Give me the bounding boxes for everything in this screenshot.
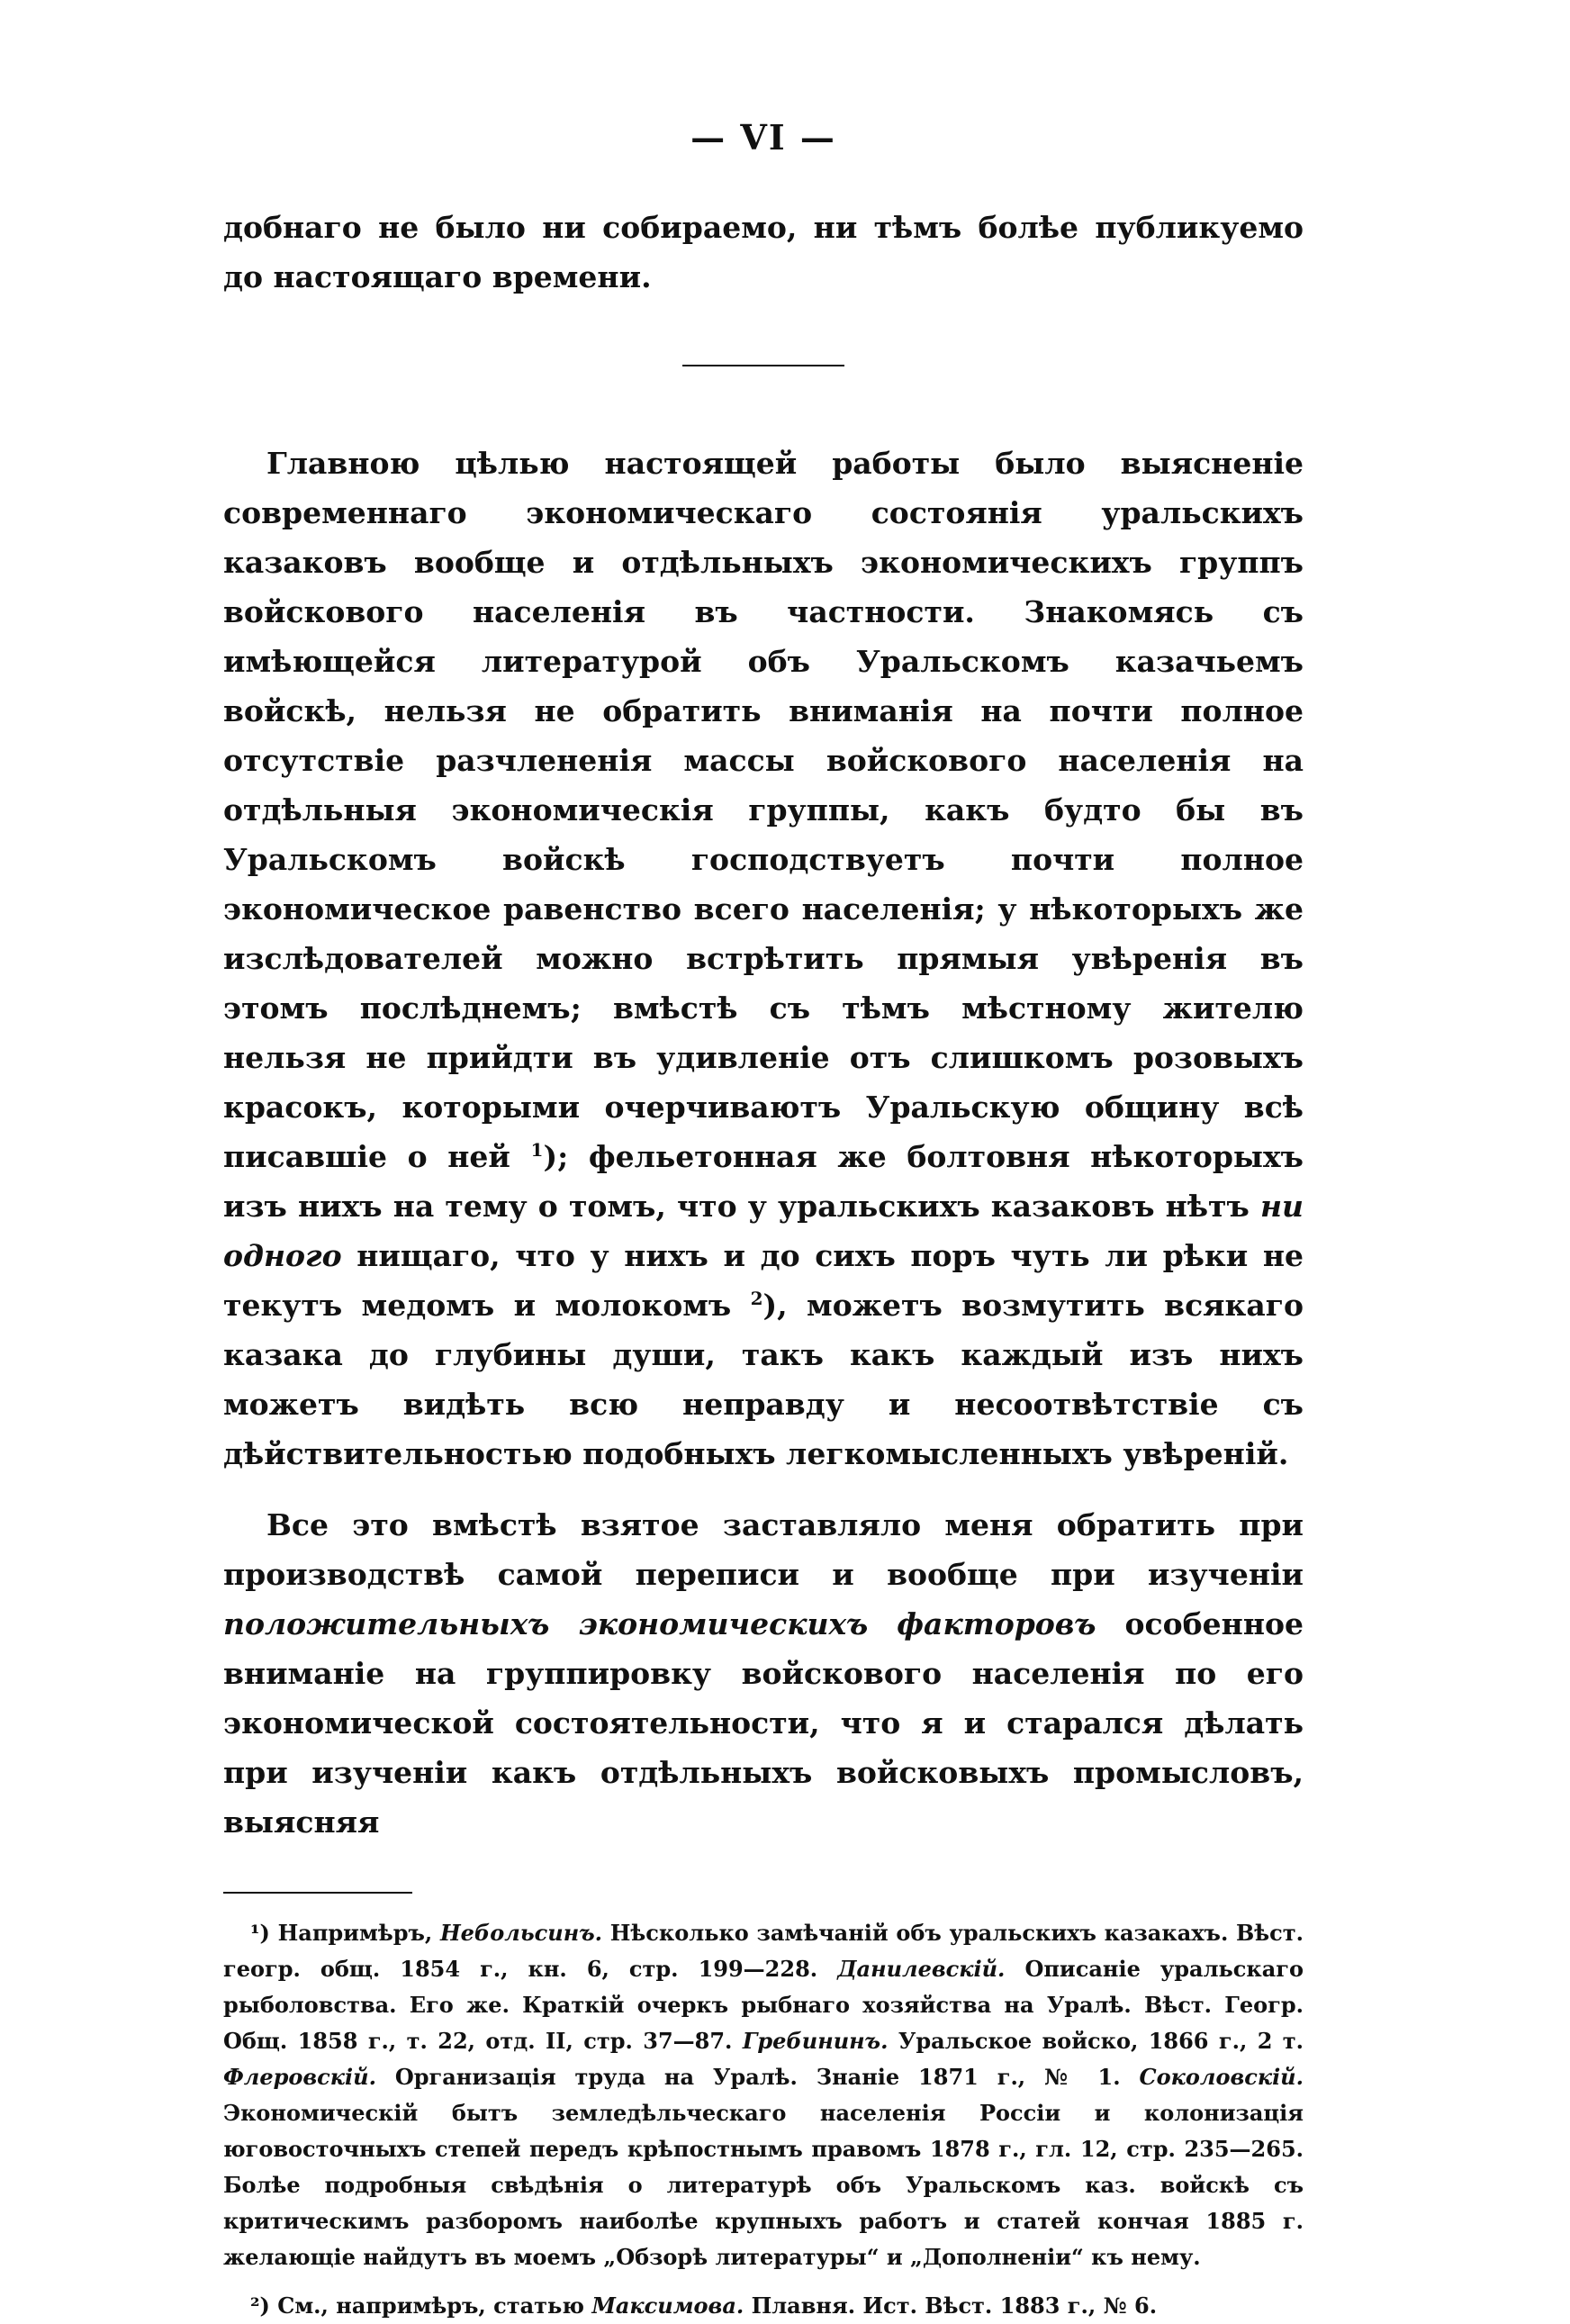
footnote-ref-1[interactable]: 1 bbox=[530, 1139, 544, 1161]
page-number: — VI — bbox=[690, 117, 836, 158]
footnote-1-author: Небольсинъ. bbox=[439, 1920, 603, 1946]
footnote-2-marker: ²) bbox=[250, 2292, 270, 2319]
footnote-1-text: Экономическій бытъ земледѣльческаго населенія Россіи и колонизація юговосточныхъ степей передъ крѣпостнымъ правомъ 1878 г., гл. 12, стр. 235—265. Болѣе подробныя свѣдѣнія о литературѣ объ Уральскомъ каз. войскѣ съ критическимъ разборомъ наиболѣе крупныхъ работъ и статей кончая 1885 г. желающіе найдутъ въ моемъ „Обзорѣ литературы“ и „Дополненіи“ къ нему. bbox=[223, 2100, 1304, 2270]
paragraph-2-emphasis: ни одного bbox=[223, 1189, 1304, 1273]
footnote-2-author: Максимова. bbox=[591, 2292, 744, 2319]
footnote-1-author: Соколовскій. bbox=[1139, 2064, 1304, 2090]
footnote-1-author: Флеровскій. bbox=[223, 2064, 376, 2090]
paragraph-1-text: добнаго не было ни собираемо, ни тѣмъ болѣе публикуемо до настоящаго времени. bbox=[223, 210, 1304, 294]
paragraph-3-part-1: Все это вмѣстѣ взятое заставляло меня обратить при производствѣ самой переписи и вообще при изученіи bbox=[223, 1507, 1304, 1592]
footnote-1-marker: ¹) bbox=[250, 1920, 270, 1946]
paragraph-2-part-1: Главною цѣлью настоящей работы было выясненіе современнаго экономическаго состоянія уральскихъ казаковъ вообще и отдѣльныхъ экономическихъ группъ войскового населенія въ частности. Знакомясь съ имѣющейся литературой объ Уральскомъ казачьемъ войскѣ, нельзя не обратить вниманія на почти полное отсутствіе разчлененія массы войскового населенія на отдѣльныя экономическія группы, какъ будто бы въ Уральскомъ войскѣ господствуетъ почти полное экономическое равенство всего населенія; у нѣкоторыхъ же изслѣдователей можно встрѣтить прямыя увѣренія въ этомъ послѣднемъ; вмѣстѣ съ тѣмъ мѣстному жителю нельзя не прийдти въ удивленіе отъ слишкомъ розовыхъ красокъ, которыми очерчиваютъ Уральскую общину всѣ писавшіе о ней bbox=[223, 446, 1304, 1174]
footnote-2-text: См., напримѣръ, статью bbox=[277, 2292, 584, 2319]
paragraph-main bbox=[223, 439, 1304, 1478]
section-divider bbox=[682, 365, 844, 366]
footnote-1-text: Описаніе уральскаго рыболовства. Его же. Краткій очеркъ рыбнаго хозяйства на Уралѣ. Вѣст. Геогр. Общ. 1858 г., т. 22, отд. II, стр. 37—87. bbox=[223, 1956, 1304, 2054]
paragraph-2-part-4: ), можетъ возмутить всякаго казака до глубины души, такъ какъ каждый изъ нихъ можетъ видѣть всю неправду и несоотвѣтствіе съ дѣйствительностью подобныхъ легкомысленныхъ увѣреній. bbox=[223, 1288, 1304, 1471]
paragraph-2-part-2: ); фельетонная же болтовня нѣкоторыхъ изъ нихъ на тему о томъ, что у уральскихъ казаковъ нѣтъ bbox=[223, 1139, 1304, 1224]
footnote-1-author: Гребининъ. bbox=[742, 2028, 889, 2054]
paragraph-3-part-2: особенное вниманіе на группировку войскового населенія по его экономической состоятельности, что я и старался дѣлать при изученіи какъ отдѣльныхъ войсковыхъ промысловъ, выясняя bbox=[223, 1606, 1304, 1840]
footnote-1-author: Данилевскій. bbox=[837, 1956, 1006, 1982]
paragraph-continuation bbox=[223, 203, 1304, 302]
document-page bbox=[223, 117, 1304, 2324]
paragraph-second bbox=[223, 1500, 1304, 1847]
footnote-1-text: Напримѣръ, bbox=[277, 1920, 433, 1946]
footnote-divider bbox=[223, 1892, 412, 1894]
footnote-1-text: Нѣсколько замѣчаній объ уральскихъ казакахъ. Вѣст. геогр. общ. 1854 г., кн. 6, стр. 199—228. bbox=[223, 1920, 1304, 1982]
footnote-2 bbox=[223, 2288, 1304, 2324]
footnote-2-text: Плавня. Ист. Вѣст. 1883 г., № 6. bbox=[751, 2292, 1158, 2319]
footnote-1-text: Организація труда на Уралѣ. Знаніе 1871 г., № 1. bbox=[394, 2064, 1121, 2090]
footnote-1-text: Уральское войско, 1866 г., 2 т. bbox=[898, 2028, 1304, 2054]
footnote-1 bbox=[223, 1915, 1304, 2275]
footnote-ref-2[interactable]: 2 bbox=[750, 1288, 763, 1309]
paragraph-3-emphasis: положительныхъ экономическихъ факторовъ bbox=[223, 1606, 1096, 1641]
paragraph-2-part-3: нищаго, что у нихъ и до сихъ поръ чуть ли рѣки не текутъ медомъ и молокомъ bbox=[223, 1238, 1304, 1323]
